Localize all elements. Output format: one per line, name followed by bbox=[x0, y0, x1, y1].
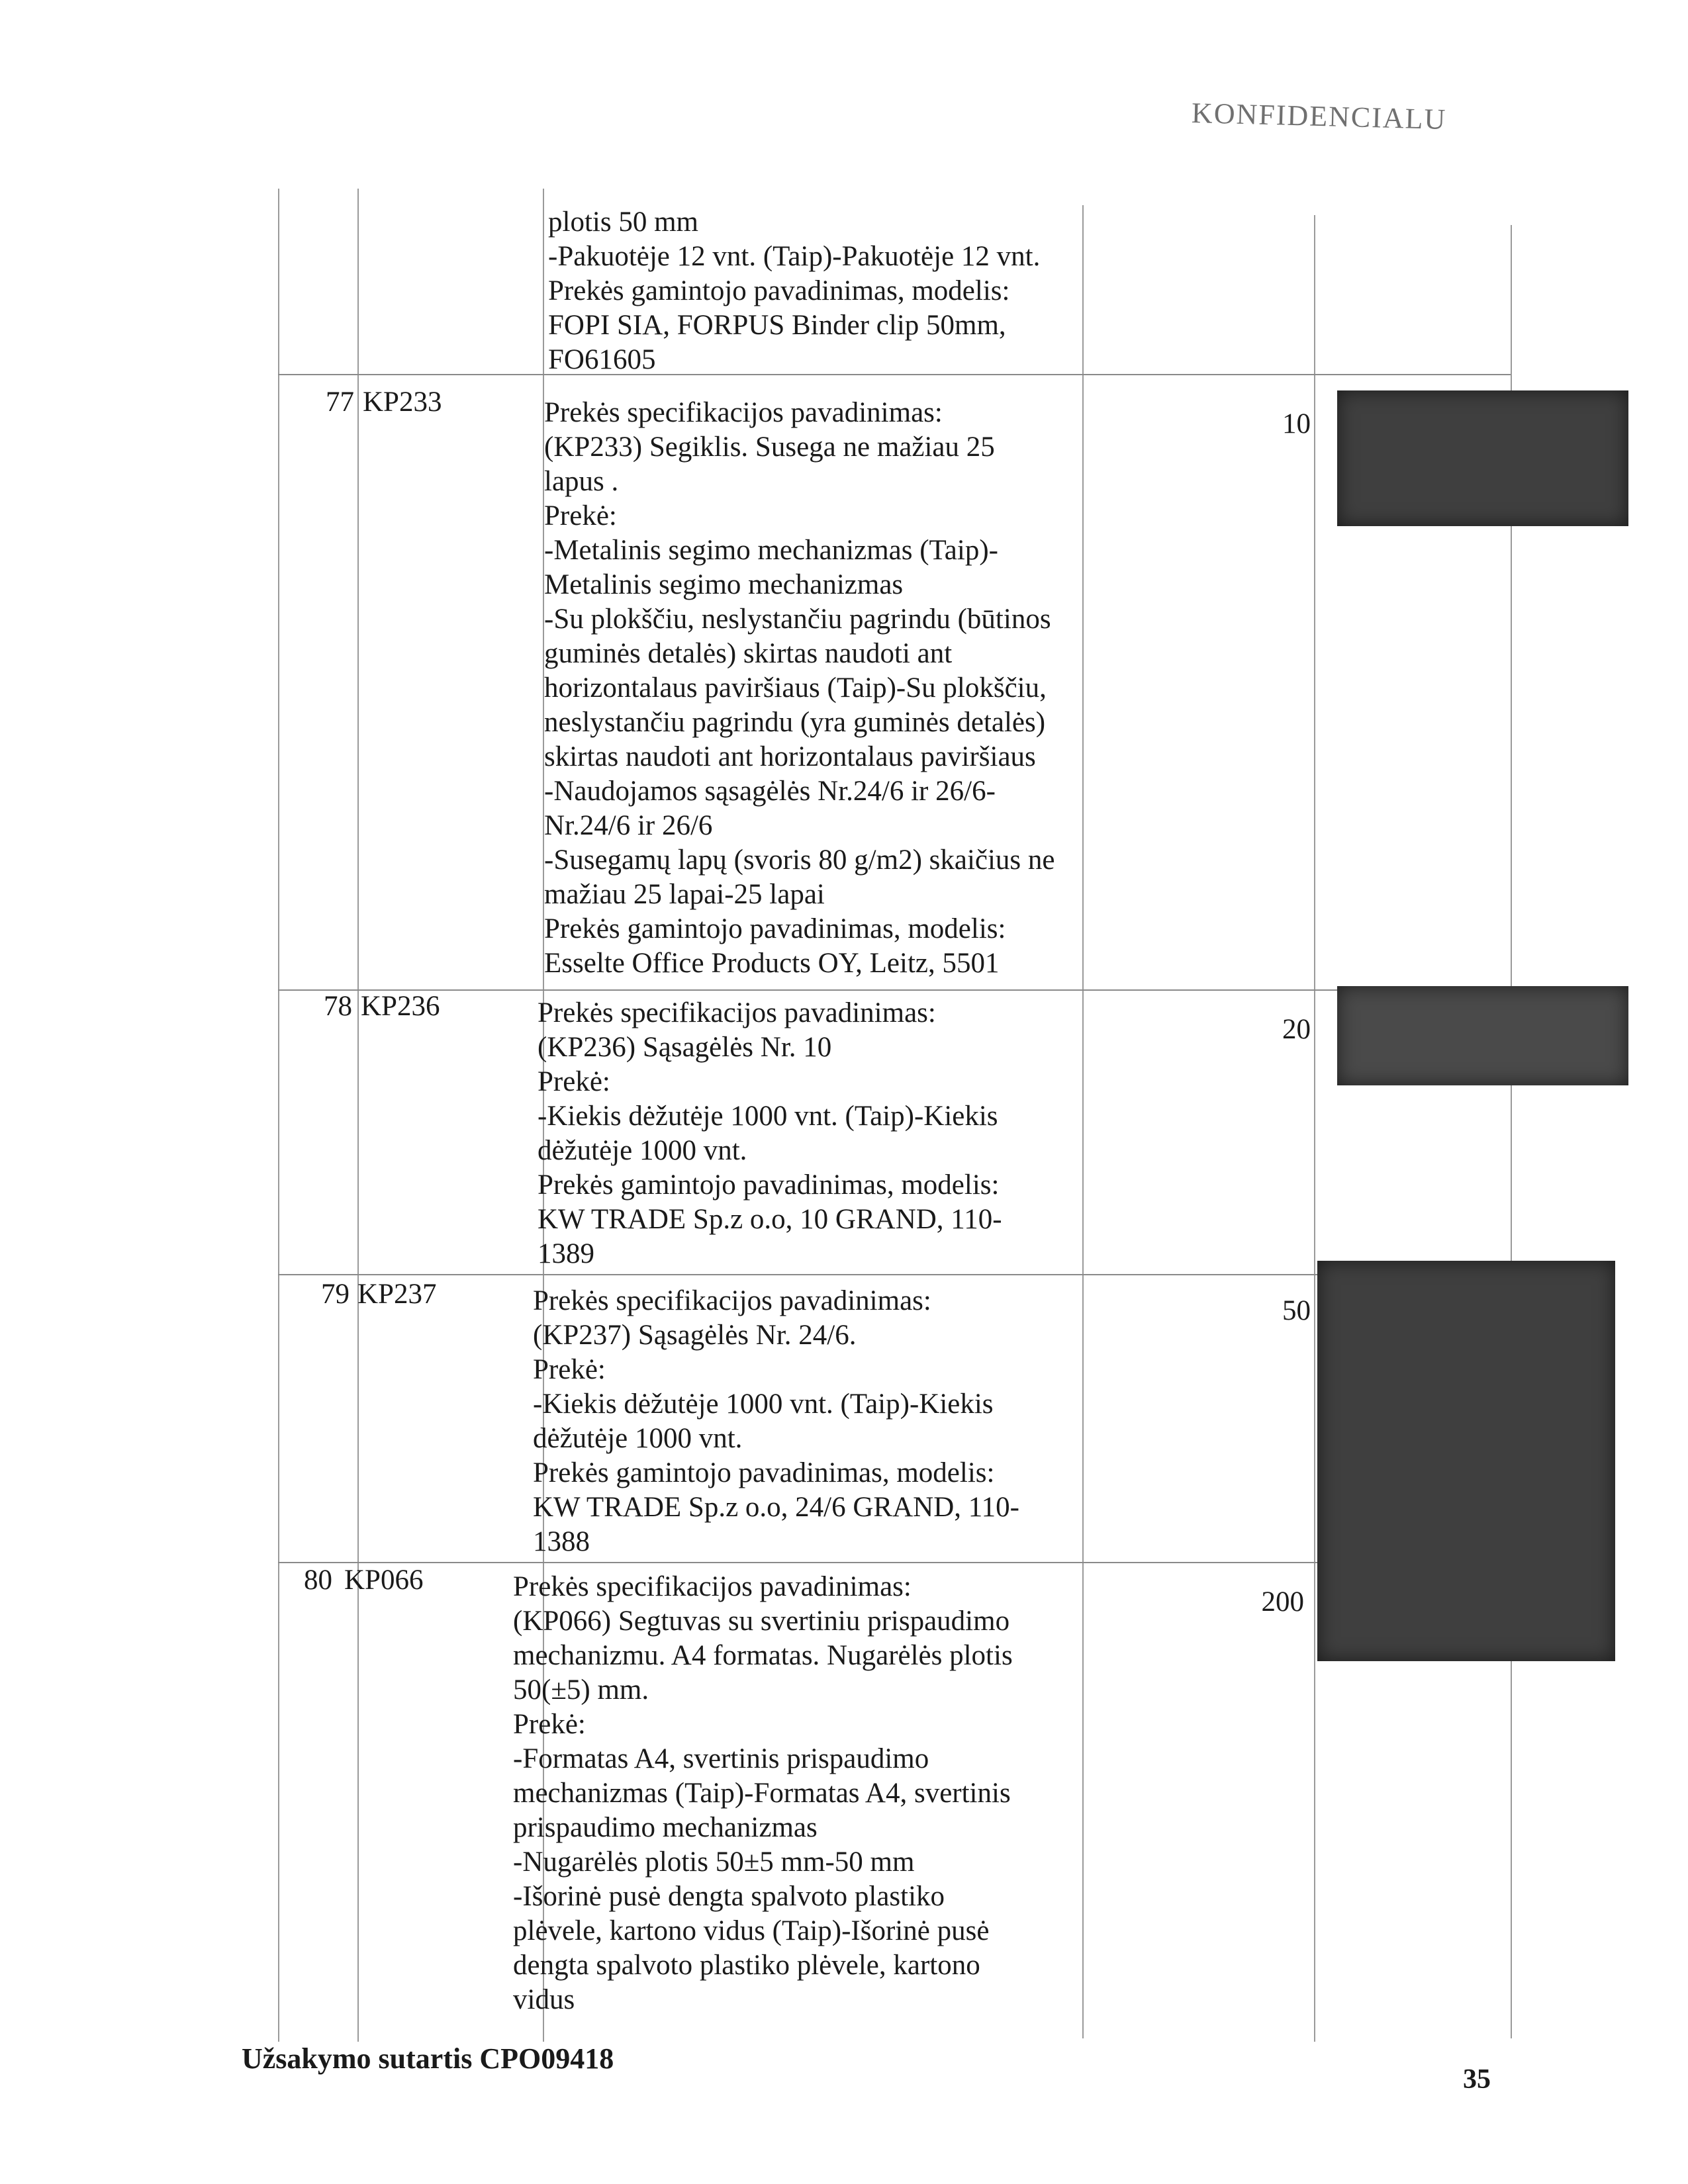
row-divider bbox=[278, 989, 1511, 991]
description-line: guminės detalės) skirtas naudoti ant bbox=[544, 638, 953, 669]
description-line: Prekės specifikacijos pavadinimas: bbox=[538, 997, 936, 1028]
description-line: -Susegamų lapų (svoris 80 g/m2) skaičius ne bbox=[544, 844, 1055, 876]
contract-footer-title: Užsakymo sutartis CPO09418 bbox=[242, 2042, 614, 2075]
description-line: 50(±5) mm. bbox=[513, 1674, 649, 1706]
item-code: KP066 bbox=[344, 1565, 424, 1596]
description-line: Prekė: bbox=[513, 1709, 586, 1740]
row-number: 78 bbox=[324, 991, 352, 1022]
redaction-block bbox=[1337, 986, 1628, 1085]
continuation-description bbox=[548, 205, 1040, 377]
description-line: -Pakuotėje 12 vnt. (Taip)-Pakuotėje 12 vnt. bbox=[548, 241, 1041, 272]
description-line: Prekė: bbox=[538, 1066, 610, 1097]
item-quantity: 50 bbox=[1282, 1295, 1311, 1326]
description-line: plėvele, kartono vidus (Taip)-Išorinė pusė bbox=[513, 1915, 990, 1946]
description-line: Prekės gamintojo pavadinimas, modelis: bbox=[533, 1457, 995, 1488]
description-line: Prekė: bbox=[544, 500, 617, 531]
description-line: Metalinis segimo mechanizmas bbox=[544, 569, 904, 600]
grid-line bbox=[1082, 205, 1084, 2038]
description-line: 1388 bbox=[533, 1526, 590, 1557]
description-line: -Kiekis dėžutėje 1000 vnt. (Taip)-Kiekis bbox=[533, 1388, 994, 1420]
description-line: -Su plokščiu, neslystančiu pagrindu (būtinos bbox=[544, 604, 1051, 635]
item-quantity: 10 bbox=[1282, 408, 1311, 439]
item-description bbox=[538, 996, 1002, 1271]
description-line: horizontalaus paviršiaus (Taip)-Su plokščiu, bbox=[544, 672, 1047, 704]
item-code: KP236 bbox=[361, 991, 440, 1022]
row-number: 80 bbox=[304, 1565, 332, 1596]
description-line: FOPI SIA, FORPUS Binder clip 50mm, bbox=[548, 310, 1006, 341]
description-line: -Išorinė pusė dengta spalvoto plastiko bbox=[513, 1881, 945, 1912]
description-line: Esselte Office Products OY, Leitz, 5501 bbox=[544, 948, 1000, 979]
description-line: skirtas naudoti ant horizontalaus paviršiaus bbox=[544, 741, 1036, 772]
description-line: -Naudojamos sąsagėlės Nr.24/6 ir 26/6- bbox=[544, 776, 996, 807]
page-number: 35 bbox=[1463, 2064, 1491, 2095]
description-line: (KP233) Segiklis. Susega ne mažiau 25 bbox=[544, 432, 995, 463]
description-line: Prekė: bbox=[533, 1354, 606, 1385]
description-line: mechanizmu. A4 formatas. Nugarėlės plotis bbox=[513, 1640, 1013, 1671]
description-line: (KP236) Sąsagėlės Nr. 10 bbox=[538, 1032, 832, 1063]
grid-line bbox=[1314, 215, 1315, 2042]
redaction-block bbox=[1317, 1261, 1615, 1661]
item-quantity: 20 bbox=[1282, 1014, 1311, 1045]
description-line: lapus . bbox=[544, 466, 619, 497]
description-line: Prekės specifikacijos pavadinimas: bbox=[544, 397, 943, 428]
description-line: -Formatas A4, svertinis prispaudimo bbox=[513, 1743, 929, 1774]
description-line: prispaudimo mechanizmas bbox=[513, 1812, 818, 1843]
item-code: KP233 bbox=[363, 387, 442, 418]
description-line: neslystančiu pagrindu (yra guminės detalės) bbox=[544, 707, 1046, 738]
description-line: 1389 bbox=[538, 1238, 594, 1269]
description-line: KW TRADE Sp.z o.o, 10 GRAND, 110- bbox=[538, 1204, 1002, 1235]
description-line: vidus bbox=[513, 1984, 575, 2015]
description-line: -Kiekis dėžutėje 1000 vnt. (Taip)-Kiekis bbox=[538, 1101, 998, 1132]
row-number: 77 bbox=[326, 387, 354, 418]
description-line: mažiau 25 lapai-25 lapai bbox=[544, 879, 825, 910]
description-line: Prekės specifikacijos pavadinimas: bbox=[513, 1571, 912, 1602]
description-line: -Metalinis segimo mechanizmas (Taip)- bbox=[544, 535, 998, 566]
description-line: -Nugarėlės plotis 50±5 mm-50 mm bbox=[513, 1846, 915, 1878]
confidential-stamp: KONFIDENCIALU bbox=[1191, 96, 1447, 136]
description-line: dėžutėje 1000 vnt. bbox=[533, 1423, 743, 1454]
description-line: FO61605 bbox=[548, 344, 656, 375]
item-description bbox=[533, 1284, 1019, 1559]
description-line: dengta spalvoto plastiko plėvele, kartono bbox=[513, 1950, 980, 1981]
description-line: plotis 50 mm bbox=[548, 206, 698, 238]
description-line: mechanizmas (Taip)-Formatas A4, svertinis bbox=[513, 1778, 1011, 1809]
description-line: (KP066) Segtuvas su svertiniu prispaudimo bbox=[513, 1606, 1010, 1637]
item-quantity: 200 bbox=[1261, 1586, 1304, 1617]
item-description bbox=[513, 1570, 1013, 2017]
description-line: Prekės gamintojo pavadinimas, modelis: bbox=[548, 275, 1010, 306]
redaction-block bbox=[1337, 390, 1628, 526]
grid-line bbox=[357, 189, 359, 2042]
description-line: Prekės specifikacijos pavadinimas: bbox=[533, 1285, 931, 1316]
grid-line bbox=[278, 189, 279, 2042]
item-description bbox=[544, 396, 1055, 981]
description-line: Nr.24/6 ir 26/6 bbox=[544, 810, 713, 841]
description-line: Prekės gamintojo pavadinimas, modelis: bbox=[544, 913, 1006, 944]
description-line: Prekės gamintojo pavadinimas, modelis: bbox=[538, 1169, 1000, 1201]
description-line: dėžutėje 1000 vnt. bbox=[538, 1135, 747, 1166]
description-line: (KP237) Sąsagėlės Nr. 24/6. bbox=[533, 1320, 857, 1351]
row-number: 79 bbox=[321, 1279, 350, 1310]
item-code: KP237 bbox=[357, 1279, 437, 1310]
description-line: KW TRADE Sp.z o.o, 24/6 GRAND, 110- bbox=[533, 1492, 1019, 1523]
